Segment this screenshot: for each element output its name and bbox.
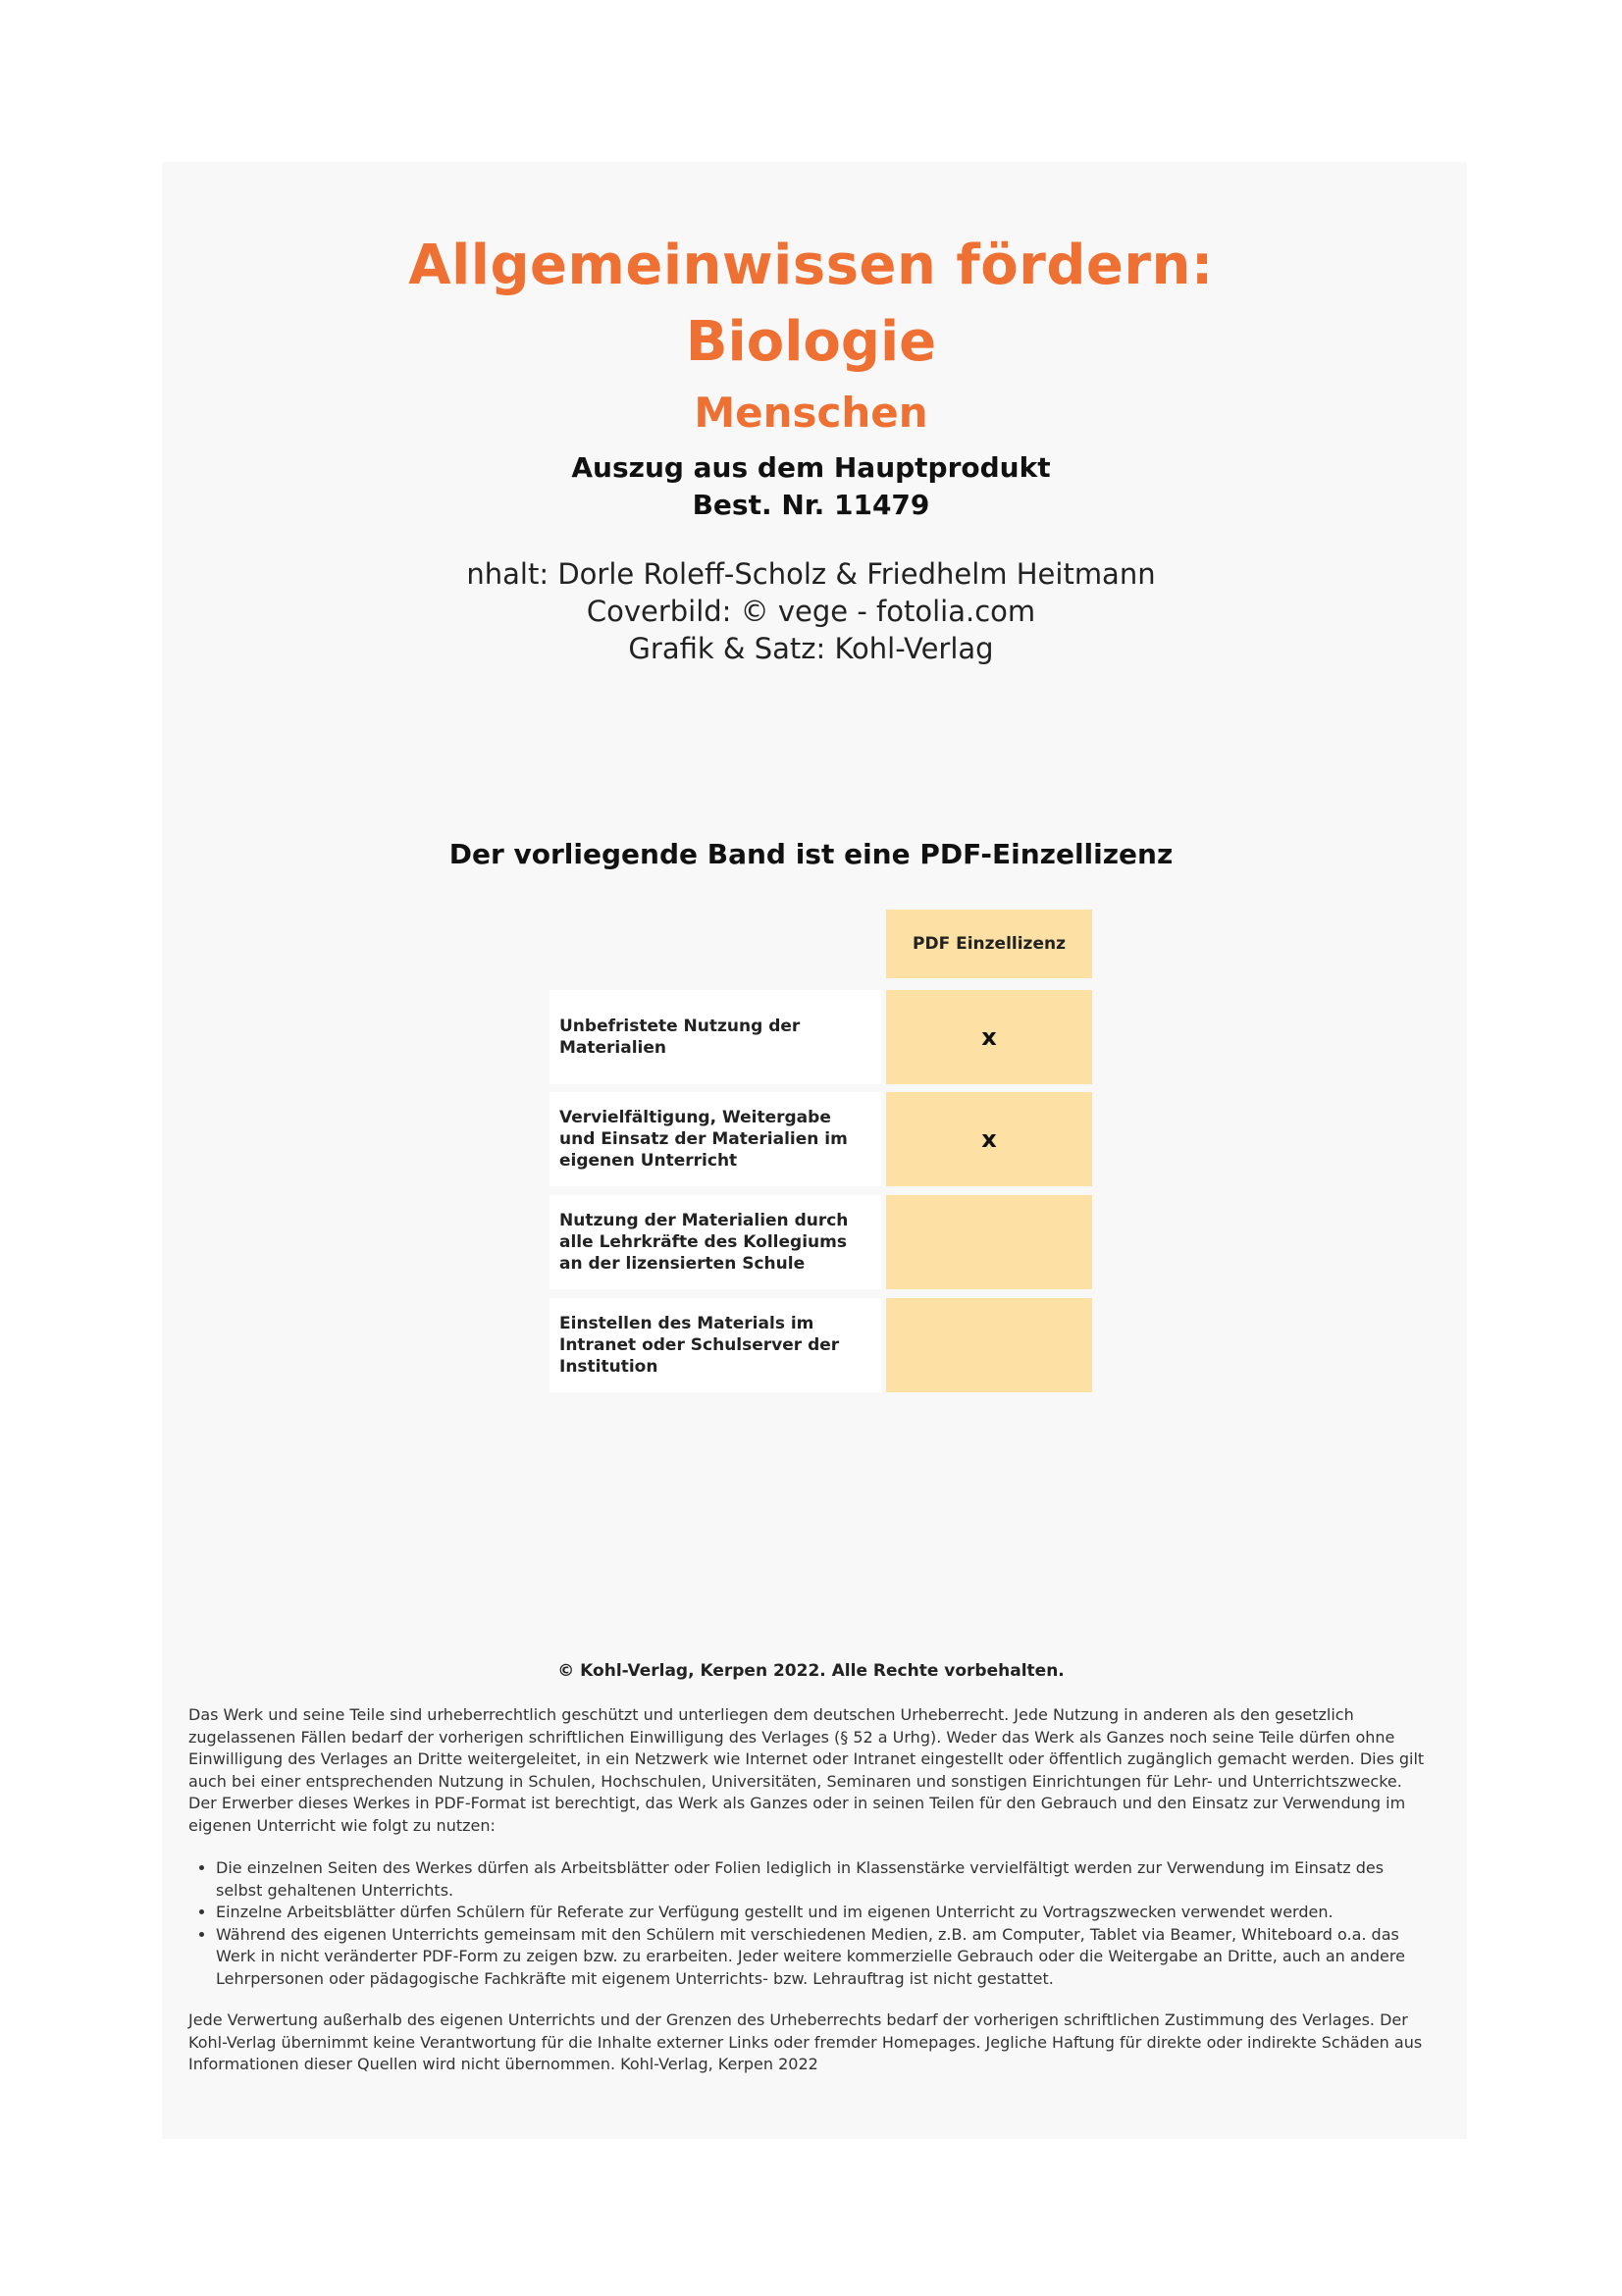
title-line-2: Biologie	[685, 310, 937, 374]
legal-paragraph-1	[188, 1704, 1435, 1837]
legal-bullet-item: • Die einzelnen Seiten des Werkes dürfen als Arbeitsblätter oder Folien lediglich in Klassenstärke vervielfältigt werden zur Verwendung im Einsatz des selbst gehaltenen Unterrichts.	[216, 1857, 1435, 1902]
license-row-mark: x	[886, 1092, 1092, 1186]
legal-bullet-item: • Einzelne Arbeitsblätter dürfen Schülern für Referate zur Verfügung gestellt und im eigenen Unterricht zu Vortragszwecken verwendet werden.	[216, 1902, 1435, 1924]
license-row-mark	[886, 1195, 1092, 1289]
credit-graphics: Grafik & Satz: Kohl-Verlag	[628, 632, 994, 665]
title-line-1: Allgemeinwissen fördern:	[408, 234, 1214, 297]
license-row-label: Nutzung der Materialien durch alle Lehrkräfte des Kollegiums an der lizensierten Schule	[559, 1211, 849, 1274]
license-column-header: PDF Einzellizenz	[886, 910, 1092, 978]
legal-paragraph-2	[188, 2009, 1435, 2076]
license-row-label-cell	[549, 990, 881, 1084]
excerpt-label: Auszug aus dem Hauptprodukt	[571, 451, 1051, 484]
license-row-label-cell	[549, 1298, 881, 1392]
license-row	[549, 990, 1092, 1084]
credit-cover: Coverbild: © vege - fotolia.com	[586, 595, 1036, 628]
license-row-label: Vervielfältigung, Weitergabe und Einsatz der Materialien im eigenen Unterricht	[559, 1108, 848, 1171]
license-row-label: Einstellen des Materials im Intranet oder Schulserver der Institution	[559, 1314, 840, 1377]
license-row-label: Unbefristete Nutzung der Materialien	[559, 1017, 801, 1058]
license-row	[549, 1092, 1092, 1186]
legal-bullet-list	[188, 1857, 1435, 1990]
license-row-mark	[886, 1298, 1092, 1392]
copyright-notice: © Kohl-Verlag, Kerpen 2022. Alle Rechte vorbehalten.	[557, 1661, 1065, 1681]
license-row-label-cell	[549, 1195, 881, 1289]
legal-paragraph-2-text: Jede Verwertung außerhalb des eigenen Unterrichts und der Grenzen des Urheberrechts bedarf der vorherigen schriftlichen Zustimmung des Verlages. Der Kohl-Verlag übernimmt keine Verantwortung für die Inhalte externer Links oder fremder Homepages. Jegliche Haftung für direkte oder indirekte Schäden aus Informationen dieser Quellen wird nicht übernommen. Kohl-Verlag, Kerpen 2022	[188, 2010, 1423, 2073]
license-row	[549, 1195, 1092, 1289]
credit-content: nhalt: Dorle Roleff-Scholz & Friedhelm Heitmann	[466, 557, 1156, 591]
order-number: Best. Nr. 11479	[692, 489, 930, 521]
license-row	[549, 1298, 1092, 1392]
license-row-label-cell	[549, 1092, 881, 1186]
license-heading: Der vorliegende Band ist eine PDF-Einzellizenz	[448, 838, 1174, 870]
subtitle: Menschen	[694, 389, 928, 437]
legal-bullet-item: • Während des eigenen Unterrichts gemeinsam mit den Schülern mit verschiedenen Medien, z.B. am Computer, Tablet via Beamer, Whiteboard o.a. das Werk in nicht veränderter PDF-Form zu zeigen bzw. zu erarbeiten. Jeder weitere kommerzielle Gebrauch oder die Weitergabe an Dritte, auch an andere Lehrpersonen oder pädagogische Fachkräfte mit eigenem Unterrichts- bzw. Lehrauftrag ist nicht gestattet.	[216, 1924, 1435, 1991]
license-row-mark: x	[886, 990, 1092, 1084]
legal-paragraph-1-text: Das Werk und seine Teile sind urheberrechtlich geschützt und unterliegen dem deutschen Urheberrecht. Jede Nutzung in anderen als den gesetzlich zugelassenen Fällen bedarf der vorherigen schriftlichen Einwilligung des Verlages (§ 52 a Urhg). Weder das Werk als Ganzes noch seine Teile dürfen ohne Einwilligung des Verlages an Dritte weitergeleitet, in ein Netzwerk wie Internet oder Intranet eingestellt oder öffentlich zugänglich gemacht werden. Dies gilt auch bei einer entsprechenden Nutzung in Schulen, Hochschulen, Universitäten, Seminaren und sonstigen Einrichtungen für Lehr- und Unterrichtszwecke. Der Erwerber dieses Werkes in PDF-Format ist berechtigt, das Werk als Ganzes oder in seinen Teilen für den Gebrauch und den Einsatz zur Verwendung im eigenen Unterricht wie folgt zu nutzen:	[188, 1705, 1425, 1835]
